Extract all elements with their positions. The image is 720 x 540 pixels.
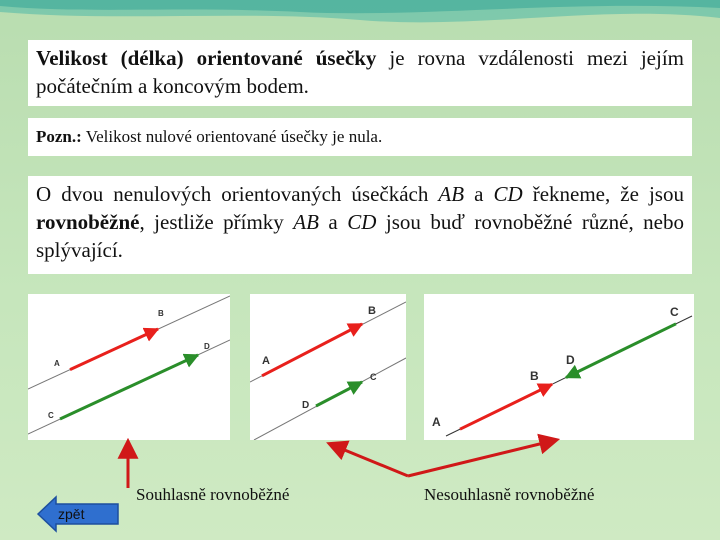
pointer-opposite-right [408, 440, 556, 476]
pointer-opposite-left [330, 444, 408, 476]
figure-same-direction-distinct [28, 294, 230, 440]
text-part: O dvou nenulových orientovaných úsečkách [36, 182, 439, 206]
label-b: B [530, 369, 539, 383]
label-c: C [48, 411, 54, 420]
label-d: D [302, 400, 310, 411]
note-label: Pozn.: [36, 127, 82, 146]
label-c: C [670, 305, 679, 319]
note-text: Velikost nulové orientované úsečky je nula. [81, 127, 383, 146]
label-d: D [566, 353, 575, 367]
line-ab: AB [293, 210, 319, 234]
label-d: D [204, 342, 210, 351]
definition-parallel [28, 176, 692, 274]
arrow-ab [70, 329, 158, 370]
back-button[interactable] [36, 494, 120, 534]
note-zero-segment [28, 118, 692, 156]
caption-same-direction: Souhlasně rovnoběžné [136, 485, 290, 504]
line-cd: CD [347, 210, 377, 234]
definition-magnitude-text: je rovna vzdálenosti mezi jejím počátečním a koncovým bodem. [36, 46, 684, 98]
term-magnitude: Velikost (délka) orientované úsečky [36, 46, 377, 70]
text-part: jsou buď rovnoběžné různé, nebo splývající. [36, 210, 685, 262]
term-parallel: rovnoběžné [36, 210, 140, 234]
segment-cd: CD [493, 182, 523, 206]
label-a: A [262, 355, 270, 367]
text-part: a [318, 210, 348, 234]
definition-magnitude [28, 40, 692, 106]
arrow-ab [460, 384, 552, 429]
label-a: A [432, 415, 441, 429]
label-c: C [370, 372, 377, 382]
caption-opposite-direction: Nesouhlasně rovnoběžné [424, 485, 595, 504]
text-part: , jestliže přímky [139, 210, 294, 234]
segment-ab: AB [438, 182, 465, 206]
text-part: řekneme, že jsou [522, 182, 684, 206]
label-b: B [368, 305, 376, 317]
figure-opposite-direction [424, 294, 694, 440]
label-a: A [54, 359, 60, 368]
arrow-ab [262, 324, 362, 376]
arrow-cd [316, 382, 362, 406]
label-b: B [158, 309, 164, 318]
figure-same-direction [250, 294, 406, 440]
text-part: a [464, 182, 494, 206]
back-label: zpět [58, 506, 85, 522]
arrow-cd [566, 324, 676, 378]
